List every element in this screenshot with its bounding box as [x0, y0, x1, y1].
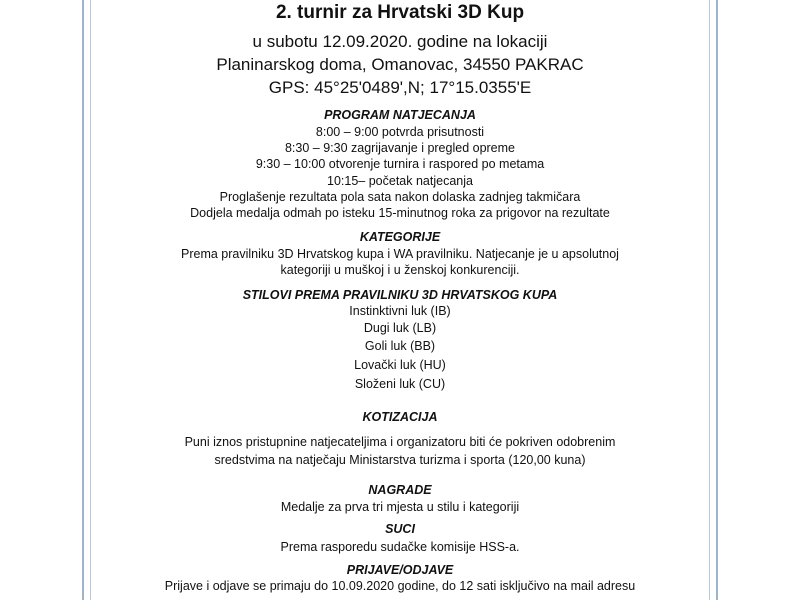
stil-item: Dugi luk (LB): [363, 321, 437, 335]
gps-line: GPS: 45°25'0489',N; 17°15.0355'E: [268, 78, 532, 97]
location-line: Planinarskog doma, Omanovac, 34550 PAKRAC: [216, 55, 584, 74]
prijave-heading: PRIJAVE/ODJAVE: [346, 563, 454, 577]
suci-line: Prema rasporedu sudačke komisije HSS-a.: [280, 540, 520, 554]
stil-item: Složeni luk (CU): [354, 377, 446, 391]
kotizacija-heading: KOTIZACIJA: [362, 410, 438, 424]
kotizacija-line: Puni iznos pristupnine natjecateljima i organizatoru biti će pokriven odobrenim: [184, 435, 616, 449]
program-heading: PROGRAM NATJECANJA: [324, 108, 476, 122]
suci-heading: SUCI: [385, 522, 415, 536]
program-line: Dodjela medalja odmah po isteku 15-minutnog roka za prigovor na rezultate: [190, 206, 610, 220]
program-line: 8:00 – 9:00 potvrda prisutnosti: [315, 125, 485, 139]
program-line: 10:15– početak natjecanja: [327, 174, 473, 188]
stil-item: Instinktivni luk (IB): [349, 304, 451, 318]
stilovi-heading: STILOVI PREMA PRAVILNIKU 3D HRVATSKOG KUPA: [242, 288, 558, 302]
kotizacija-line: sredstvima na natječaju Ministarstva turizma i sporta (120,00 kuna): [214, 453, 586, 467]
prijave-line: Prijave i odjave se primaju do 10.09.2020 godine, do 12 sati isključivo na mail adresu: [164, 579, 636, 593]
kategorije-heading: KATEGORIJE: [359, 230, 441, 244]
document-title: 2. turnir za Hrvatski 3D Kup: [275, 2, 525, 23]
program-line: 9:30 – 10:00 otvorenje turnira i raspored po metama: [255, 157, 545, 171]
program-line: 8:30 – 9:30 zagrijavanje i pregled opreme: [284, 141, 515, 155]
stil-item: Goli luk (BB): [364, 339, 436, 353]
date-line: u subotu 12.09.2020. godine na lokaciji: [252, 32, 548, 51]
nagrade-heading: NAGRADE: [368, 483, 432, 497]
kategorije-line: kategoriji u muškoj i u ženskoj konkurenciji.: [280, 263, 520, 277]
kategorije-line: Prema pravilniku 3D Hrvatskog kupa i WA pravilniku. Natjecanje je u apsolutnoj: [181, 247, 619, 261]
program-line: Proglašenje rezultata pola sata nakon dolaska zadnjeg takmičara: [219, 190, 581, 204]
stil-item: Lovački luk (HU): [354, 358, 446, 372]
nagrade-line: Medalje za prva tri mjesta u stilu i kategoriji: [280, 500, 520, 514]
